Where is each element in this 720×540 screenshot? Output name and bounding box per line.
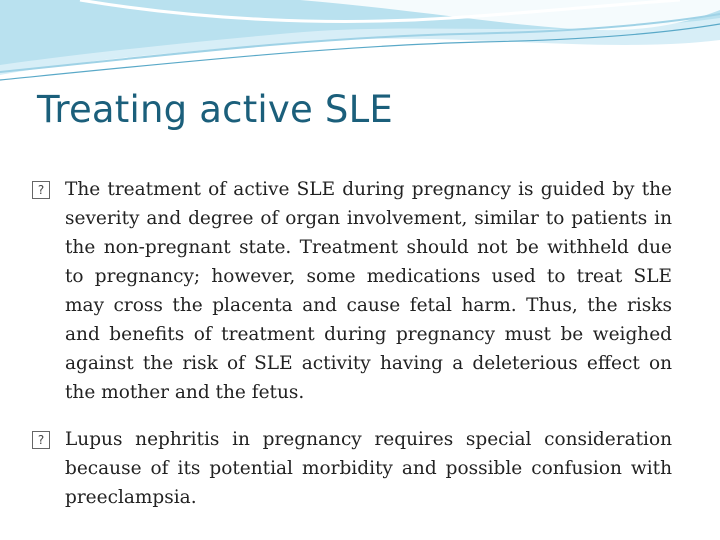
bullet-text: The treatment of active SLE during pregnancy is guided by the severity and degree of organ involvement, similar to patients in the non-pregnant state. Treatment should not be withheld due to pregnancy; however, some medications used to treat SLE may cross the placenta and cause fetal harm. Thus, the risks and benefits of treatment during pregnancy must be weighed against the risk of SLE activity having a deleterious effect on the mother and the fetus. bbox=[65, 178, 672, 403]
missing-glyph-bullet-icon: ? bbox=[32, 431, 50, 449]
bullet-text: Lupus nephritis in pregnancy requires special consideration because of its potential morbidity and possible confusion with preeclampsia. bbox=[65, 429, 672, 508]
decorative-wave-header bbox=[0, 0, 720, 90]
bullet-list bbox=[32, 156, 672, 531]
bullet-item bbox=[32, 425, 672, 512]
slide-title: Treating active SLE bbox=[37, 88, 393, 131]
missing-glyph-bullet-icon: ? bbox=[32, 181, 50, 199]
bullet-item bbox=[32, 175, 672, 407]
